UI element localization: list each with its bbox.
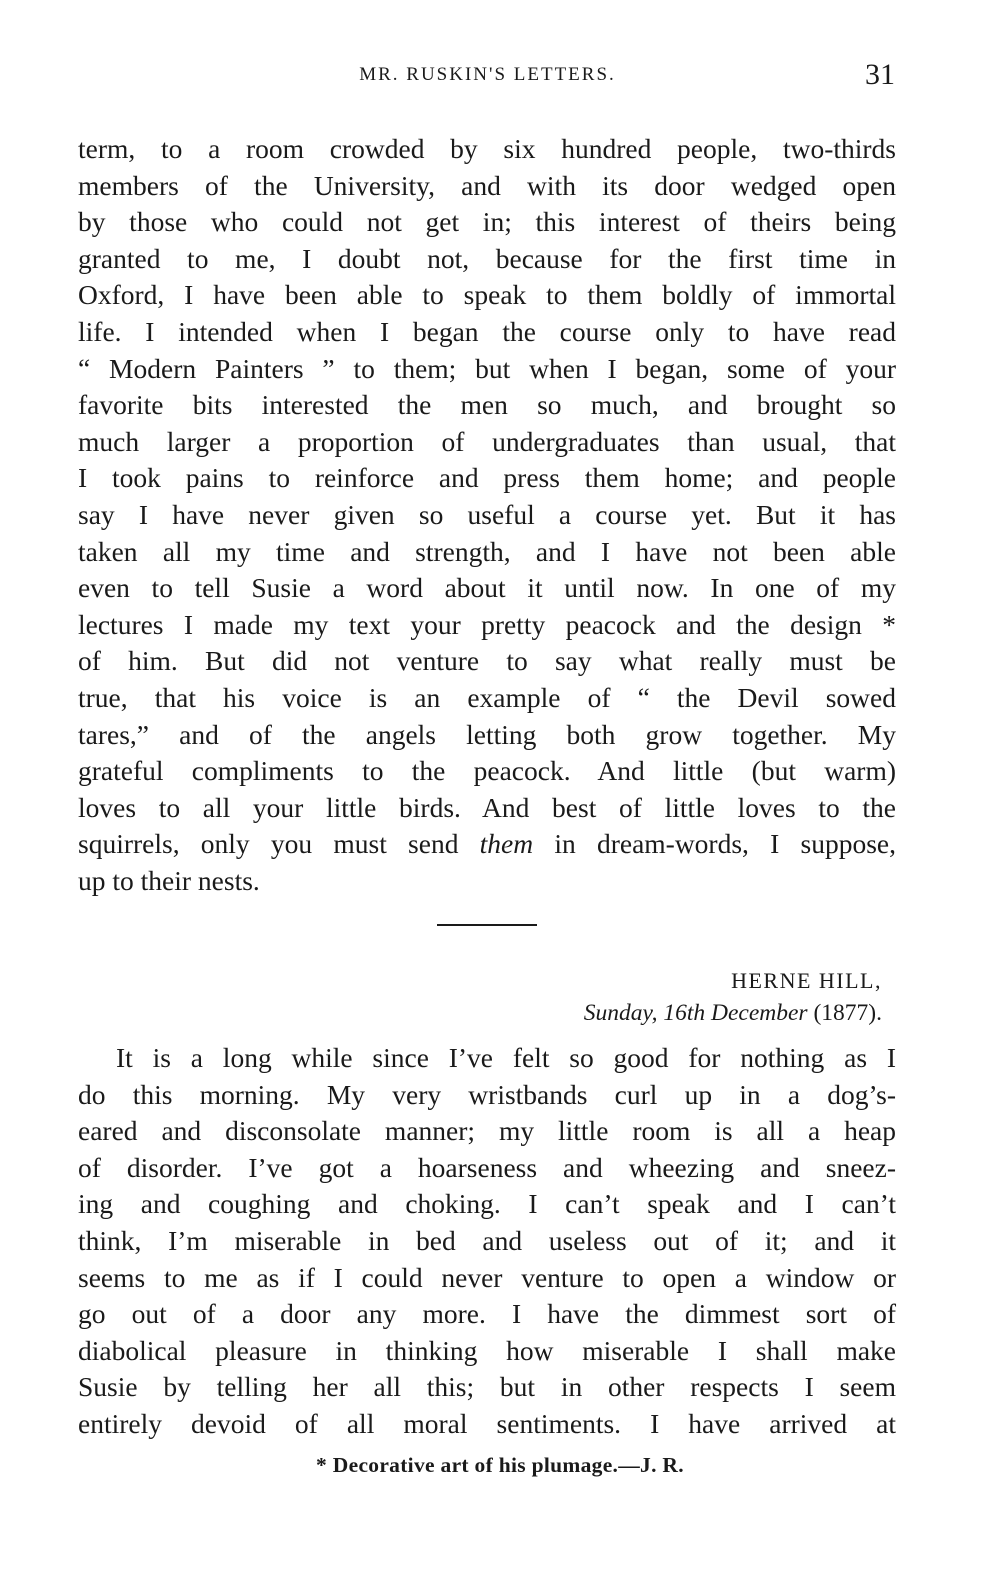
running-title: MR. RUSKIN'S LETTERS.	[359, 64, 616, 85]
italic-word: them	[479, 828, 534, 860]
running-head	[80, 58, 895, 98]
date-year: (1877).	[807, 1000, 882, 1026]
text-line: think, I’m miserable in bed and useless out of it; and it	[78, 1224, 896, 1256]
text-line: say I have never given so useful a course yet. But it has	[78, 498, 896, 530]
text-line: Susie by telling her all this; but in other respects I seem	[78, 1371, 896, 1403]
text-line: life. I intended when I began the course only to have read	[78, 315, 896, 347]
text-line: members of the University, and with its door wedged open	[78, 169, 896, 201]
text-line: Oxford, I have been able to speak to them boldly of immortal	[78, 279, 896, 311]
page-number: 31	[865, 58, 895, 91]
text-line: It is a long while since I’ve felt so good for nothing as I	[116, 1042, 896, 1073]
letter-2-text	[78, 1040, 896, 1443]
text-line: of disorder. I’ve got a hoarseness and wheezing and sneez-	[78, 1151, 896, 1183]
text-line: term, to a room crowded by six hundred people, two-thirds	[78, 133, 896, 164]
text-line: grateful compliments to the peacock. And little (but warm)	[78, 755, 896, 787]
text-line: do this morning. My very wristbands curl up in a dog’s-	[78, 1078, 896, 1110]
section-separator	[437, 924, 537, 926]
text-line: much larger a proportion of undergraduates than usual, that	[78, 425, 896, 457]
letter-place: HERNE HILL,	[731, 968, 882, 993]
letter-date	[584, 1000, 882, 1027]
text-line: lectures I made my text your pretty peacock and the design *	[78, 608, 896, 640]
text-line: entirely devoid of all moral sentiments. I have arrived at	[78, 1407, 896, 1439]
text-line: granted to me, I doubt not, because for the first time in	[78, 242, 896, 274]
letter-1-text	[78, 131, 896, 899]
text-line: up to their nests.	[78, 864, 260, 896]
text-line: taken all my time and strength, and I have not been able	[78, 535, 896, 567]
text-line: even to tell Susie a word about it until now. In one of my	[78, 572, 896, 604]
text-line: diabolical pleasure in thinking how miserable I shall make	[78, 1334, 896, 1366]
text-line: seems to me as if I could never venture to open a window or	[78, 1261, 896, 1293]
text-line: tares,” and of the angels letting both grow together. My	[78, 718, 896, 750]
text-line: ing and coughing and choking. I can’t speak and I can’t	[78, 1188, 896, 1220]
text-line: I took pains to reinforce and press them home; and people	[78, 462, 896, 494]
text-segment: in dream-words, I suppose,	[533, 828, 896, 860]
text-line: of him. But did not venture to say what really must be	[78, 645, 896, 677]
text-line: by those who could not get in; this interest of theirs being	[78, 206, 896, 238]
text-line: eared and disconsolate manner; my little room is all a heap	[78, 1115, 896, 1147]
text-line: “ Modern Painters ” to them; but when I began, some of your	[78, 352, 896, 384]
footnote: * Decorative art of his plumage.—J. R.	[316, 1453, 684, 1477]
text-line: true, that his voice is an example of “ the Devil sowed	[78, 681, 896, 713]
text-line: favorite bits interested the men so much, and brought so	[78, 389, 896, 421]
text-line: go out of a door any more. I have the dimmest sort of	[78, 1298, 896, 1330]
text-line: loves to all your little birds. And best of little loves to the	[78, 791, 896, 823]
date-italic: Sunday, 16th December	[583, 1000, 808, 1026]
text-segment: squirrels, only you must send	[78, 828, 480, 860]
text-line	[78, 826, 896, 863]
